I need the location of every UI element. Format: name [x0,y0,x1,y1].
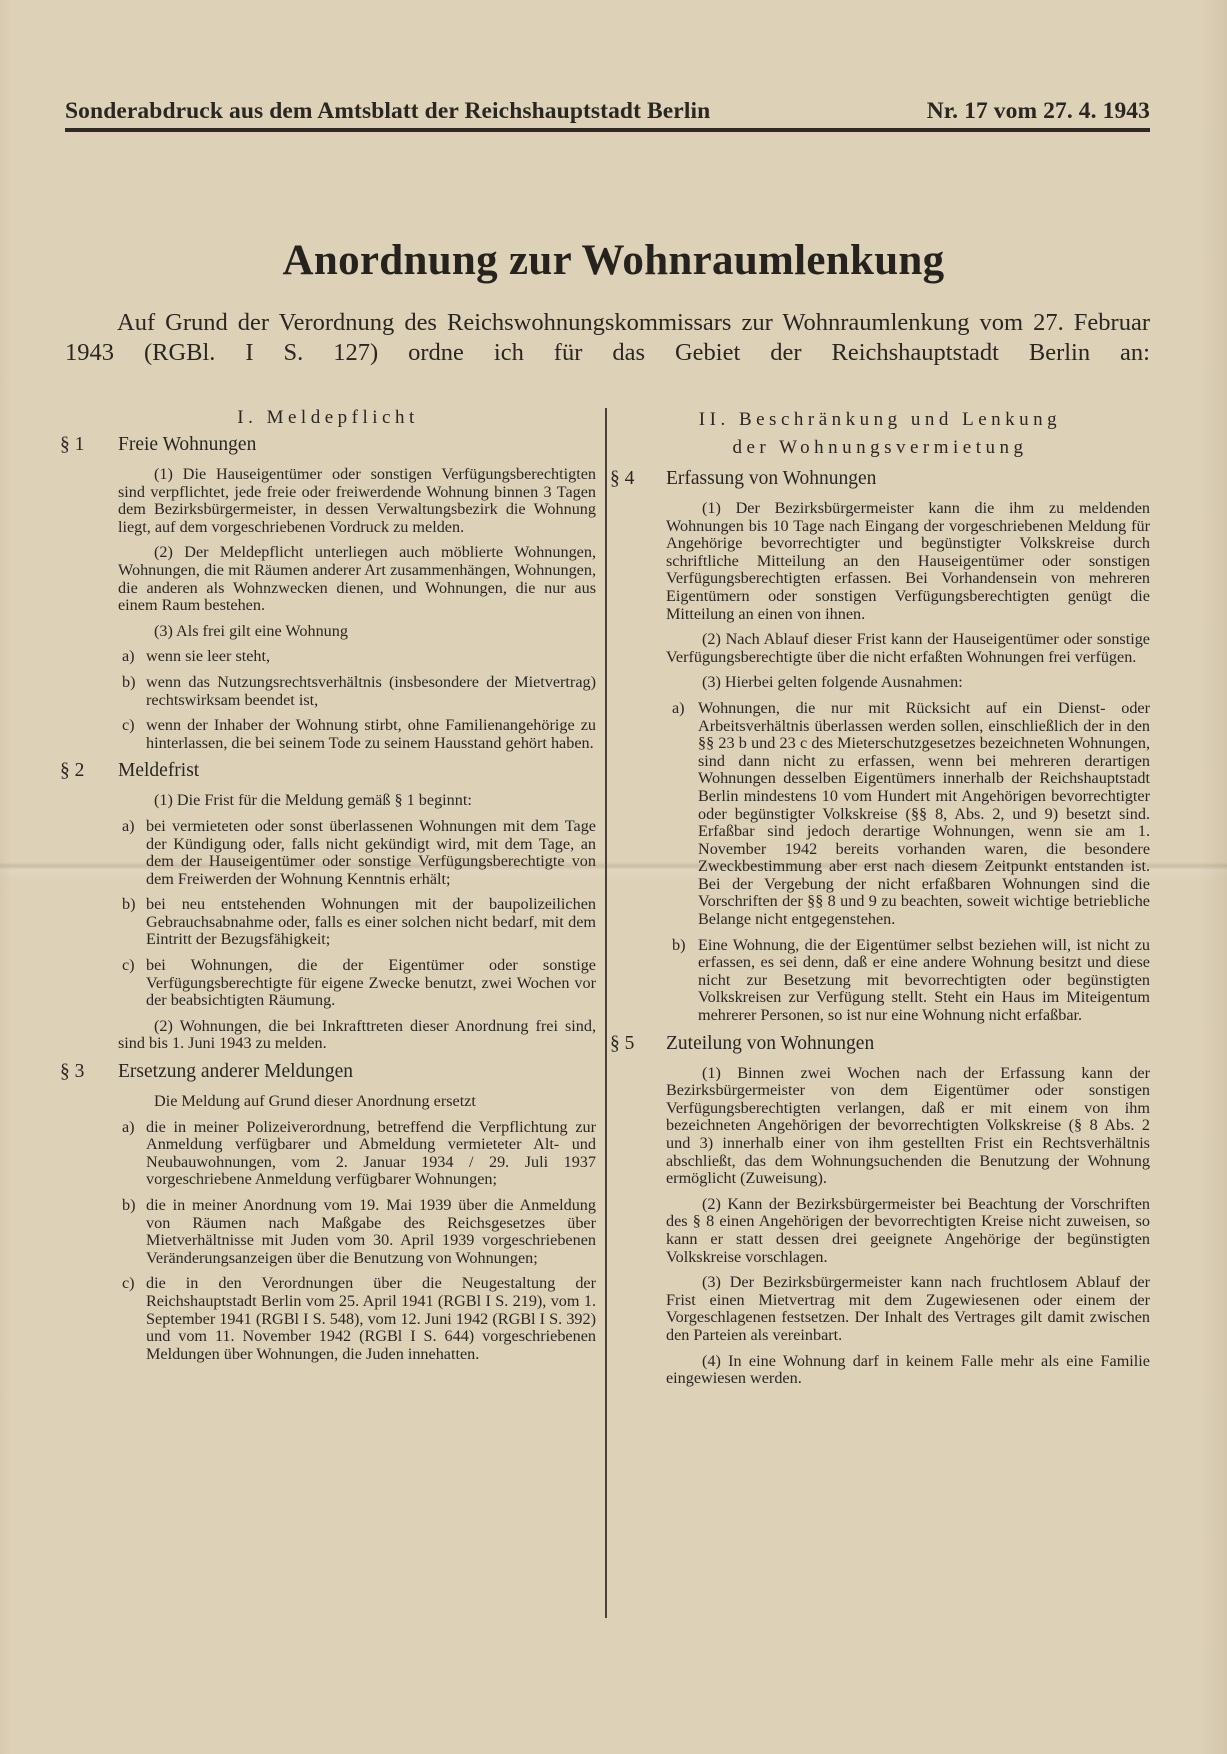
list-text: Eine Wohnung, die der Eigentümer selbst beziehen will, ist nicht zu erfassen, es sei denn, daß er eine andere Wohnung besitzt und diese nicht zur Besetzung mit bevorrechtigten oder begünstigten Volkskreisen zur Verfügung stellt. Steht ein Haus im Miteigentum mehrerer Personen, so ist nur eine Wohnung nicht erfaßbar. [698,935,1150,1025]
list-text: wenn sie leer steht, [146,647,271,666]
list-item [60,717,596,752]
list-label: b) [122,672,136,691]
list-label: a) [122,1117,135,1136]
section-heading-lenkung-line1: II. Beschränkung und Lenkung [698,409,1062,430]
list-item [60,818,596,888]
header-source: Sonderabdruck aus dem Amtsblatt der Reichshauptstadt Berlin [65,98,711,124]
paragraph-text: (3) Als frei gilt eine Wohnung [154,621,348,640]
list-label: b) [672,935,686,954]
paragraph-text: (2) Nach Ablauf dieser Frist kann der Hauseigentümer oder sonstige Verfügungsberechtigte über die nicht erfaßten Wohnungen frei verfügen. [666,630,1150,666]
paragraph-title: Meldefrist [118,760,200,782]
paragraph-text: Die Meldung auf Grund dieser Anordnung ersetzt [154,1092,476,1111]
intro-paragraph: Auf Grund der Verordnung des Reichswohnungskommissars zur Wohnraumlenkung vom 27. Februar 1943 (RGBl. I S. 127) ordne ich für das Gebiet der Reichshauptstadt Berlin an: [65,309,1150,366]
header-issue: Nr. 17 vom 27. 4. 1943 [926,98,1150,124]
list-text: die in den Verordnungen über die Neugestaltung der Reichshauptstadt Berlin vom 25. April 1941 (RGBl I S. 219), vom 1. September 1941 (RGBl I S. 548), vom 12. Juni 1942 (RGBl I S. 392) und vom 11. November 1942 (RGBl I S. 644) vorgeschriebenen Meldungen über Wohnungen, die Juden innehatten. [146,1274,596,1363]
list-label: a) [672,698,685,717]
list-item [610,937,1150,1025]
list-text: die in meiner Polizeiverordnung, betreffend die Verpflichtung zur Anmeldung verfügbarer und Abmeldung vermieteter Alt- und Neubauwohnungen, vom 2. Januar 1934 / 29. Juli 1937 vorgeschriebene Anmeldung verfügbarer Wohnungen; [146,1117,596,1189]
section-heading-lenkung-line2: der Wohnungsvermietung [732,437,1028,458]
paragraph-number: § 4 [610,468,635,489]
paragraph-title: Freie Wohnungen [118,434,257,455]
header-rule [65,128,1150,132]
list-item [60,896,596,949]
list-text: bei vermieteten oder sonst überlassenen Wohnungen mit dem Tage der Kündigung oder, falls nicht gekündigt wird, mit dem Tage, an dem der Hauseigentümer oder sonstige Verfügungsberechtigte von dem Freiwerden der Wohnung Kenntnis erhält; [146,816,596,888]
paragraph-text: (2) Kann der Bezirksbürgermeister bei Beachtung der Vorschriften des § 8 einen Angehörigen der bevorrechtigten Kreise nicht zuweisen, so kann er statt dessen drei geeignete Angehörige der begünstigten Volkskreise vorschlagen. [666,1194,1150,1266]
list-label: c) [122,716,135,735]
paragraph-text: (2) Wohnungen, die bei Inkrafttreten dieser Anordnung frei sind, sind bis 1. Juni 1943 zu melden. [118,1016,596,1053]
list-label: b) [122,1196,136,1214]
paragraph-text: (1) Die Hauseigentümer oder sonstigen Verfügungsberechtigten sind verpflichtet, jede freie oder freiwerdende Wohnung binnen 3 Tagen dem Bezirksbürgermeister, in dessen Verwaltungsbezirk die Wohnung liegt, auf dem vorgeschriebenen Vordruck zu melden. [118,465,596,536]
list-label: b) [122,895,136,914]
list-text: wenn das Nutzungsrechtsverhältnis (insbesondere der Mietvertrag) rechtswirksam beendet ist, [146,672,596,709]
left-column [60,406,596,1371]
list-label: a) [122,816,135,835]
paragraph-text: (1) Der Bezirksbürgermeister kann die ihm zu meldenden Wohnungen bis 10 Tage nach Eingang der vorgeschriebenen Meldung für Angehörige bevorrechtigter und begünstigter Volkskreise durch schriftliche Mitteilung an den Hauseigentümer oder sonstigen Verfügungsberechtigten erfassen. Bei Vorhandensein von mehreren Eigentümern oder sonstigen Verfügungsberechtigten genügt die Mitteilung an einen von ihnen. [666,499,1150,623]
paragraph-text: (1) Binnen zwei Wochen nach der Erfassung kann der Bezirksbürgermeister von dem Eigentümer oder sonstigen Verfügungsberechtigten verlangen, daß er mit einem von ihm bezeichneten Angehörigen der bevorrechtigten Volkskreise (§ 8 Abs. 2 und 3) innerhalb einer von ihm gestellten Frist ein Rechtsverhältnis abschließt, das dem Wohnungsuchenden die Benutzung der Wohnung ermöglicht (Zuweisung). [666,1063,1150,1188]
list-item [60,1119,596,1189]
document-title: Anordnung zur Wohnraumlenkung [282,237,945,284]
paragraph-number: § 3 [60,1061,85,1083]
list-item [610,700,1150,929]
paragraph-heading-4 [610,468,1150,490]
list-text: bei neu entstehenden Wohnungen mit der baupolizeilichen Gebrauchsabnahme oder, falls es einer solchen nicht bedarf, mit dem Eintritt der Bezugsfähigkeit; [146,895,596,949]
list-label: a) [122,647,135,666]
list-item [60,648,596,666]
paragraph-text: (3) Hierbei gelten folgende Ausnahmen: [702,673,963,692]
list-text: Wohnungen, die nur mit Rücksicht auf ein Dienst- oder Arbeitsverhältnis überlassen werden sollen, einschließlich der in den §§ 23 b und 23 c des Mieterschutzgesetzes bezeichneten Wohnungen, sind dann nicht zu erfassen, wenn bei mehreren derartigen Wohnungen desselben Eigentümers innerhalb der Reichshauptstadt Berlin mindestens 10 vom Hundert mit Angehörigen bevorrechtigter oder begünstigter Volkskreise (§§ 8, Abs. 2, und 9) besetzt sind. Erfaßbar sind jedoch derartige Wohnungen, wenn sie am 1. November 1942 bereits vorhanden waren, die besondere Zweckbestimmung aber erst nach diesem Zeitpunkt entstanden ist. Bei der Vergebung der nicht erfaßbaren Wohnungen sind die Vorschriften der §§ 8 und 9 zu beachten, soweit wichtige betriebliche Belange nicht entgegenstehen. [698,698,1150,929]
paragraph-number: § 1 [60,434,85,455]
paragraph-title: Ersetzung anderer Meldungen [118,1061,353,1083]
column-divider [605,408,607,1618]
paragraph-heading-5 [610,1033,1150,1055]
paragraph-heading-1 [60,434,596,456]
paragraph-heading-2 [60,760,596,782]
paragraph-number: § 5 [610,1032,635,1054]
list-item [60,1197,596,1267]
right-column [610,408,1150,1396]
list-label: c) [122,956,135,975]
list-text: wenn der Inhaber der Wohnung stirbt, ohne Familienangehörige zu hinterlassen, die bei seinem Tode zu seinem Hausstand gehört haben. [146,716,596,752]
paragraph-text: (4) In eine Wohnung darf in keinem Falle mehr als eine Familie eingewiesen werden. [666,1351,1150,1388]
paragraph-heading-3 [60,1061,596,1083]
list-text: bei Wohnungen, die der Eigentümer oder sonstige Verfügungsberechtigte für eigene Zwecke benutzt, zwei Wochen vor der beabsichtigten Räumung. [146,956,596,1010]
list-item [60,957,596,1010]
list-text: die in meiner Anordnung vom 19. Mai 1939 über die Anmeldung von Räumen nach Maßgabe des Reichsgesetzes über Mietverhältnisse mit Juden vom 30. April 1939 vorgeschriebenen Veränderungsanzeigen über die Benutzung von Wohnungen; [146,1196,596,1267]
paragraph-number: § 2 [60,760,85,782]
paragraph-text: (1) Die Frist für die Meldung gemäß § 1 beginnt: [154,791,472,810]
paragraph-title: Zuteilung von Wohnungen [666,1032,875,1054]
list-label: c) [122,1274,135,1293]
paragraph-text: (2) Der Meldepflicht unterliegen auch möblierte Wohnungen, Wohnungen, die mit Räumen anderer Art zusammenhängen, Wohnungen, die anderen als Wohnzwecken dienen, und Wohnungen, die nur aus einem Raum bestehen. [118,543,596,615]
paragraph-text: (3) Der Bezirksbürgermeister kann nach fruchtlosem Ablauf der Frist einen Mietvertrag mit dem Zugewiesenen oder einem der Vorgeschlagenen festsetzen. Der Inhalt des Vertrages gilt damit zwischen den Parteien als vereinbart. [666,1273,1150,1344]
list-item [60,1275,596,1363]
section-heading-meldepflicht: I. Meldepflicht [237,407,419,428]
list-item [60,674,596,709]
paragraph-title: Erfassung von Wohnungen [666,468,877,489]
